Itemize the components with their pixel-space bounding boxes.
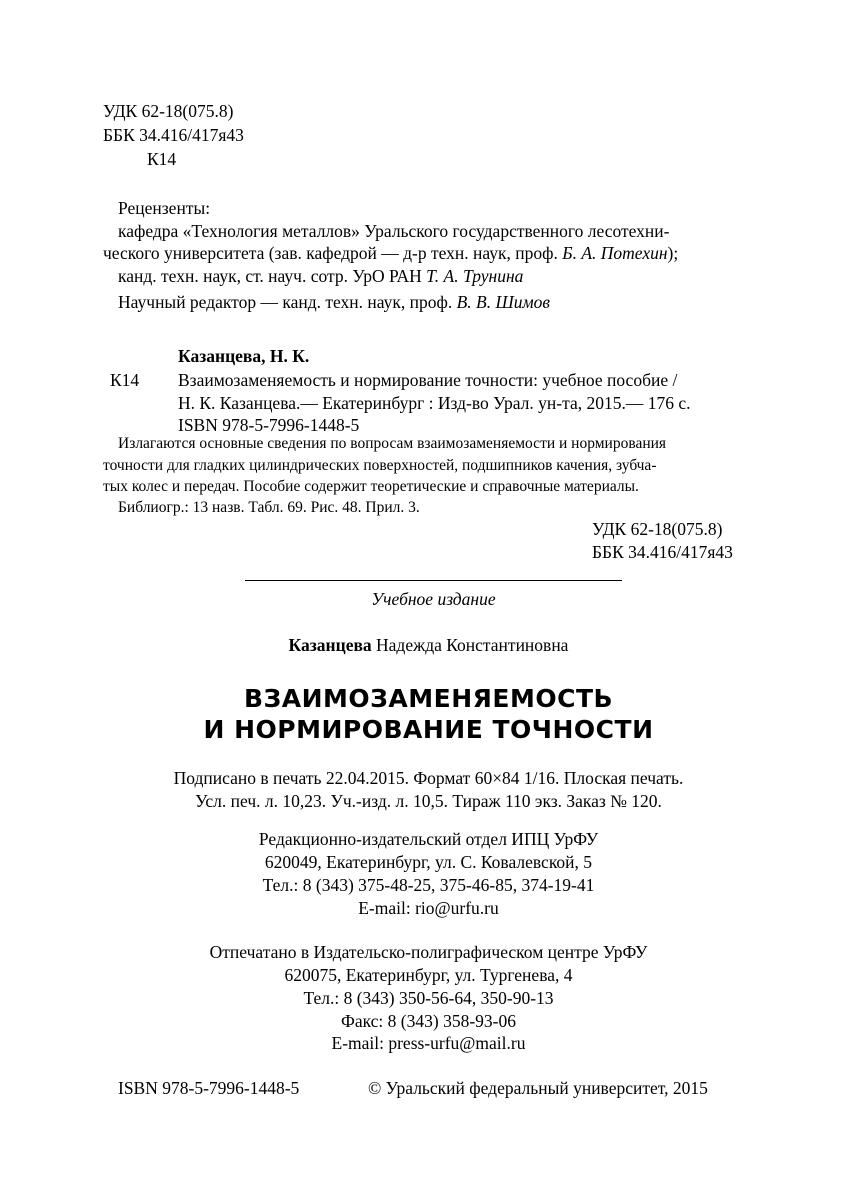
- abstract-line: тых колес и передач. Пособие содержит теоретические и справочные материалы.: [103, 478, 639, 495]
- bib-title-line: Взаимозаменяемость и нормирование точности: учебное пособие /: [178, 370, 678, 390]
- book-title-line: И НОРМИРОВАНИЕ ТОЧНОСТИ: [203, 715, 654, 744]
- publisher-email: E-mail: rio@urfu.ru: [358, 898, 499, 918]
- reviewers-text: ческого университета (зав. кафедрой — д-р техн. наук, проф.: [103, 243, 563, 263]
- printer-line: Тел.: 8 (343) 350-56-64, 350-90-13: [303, 988, 554, 1008]
- author-full-name: [0, 634, 857, 656]
- reviewers-line: кафедра «Технология металлов» Уральского государственного лесотехни-: [118, 221, 670, 241]
- reviewers-line: [118, 265, 523, 287]
- reviewers-text: );: [667, 243, 679, 263]
- reviewer-name: Б. А. Потехин: [562, 243, 668, 263]
- abstract-line: Излагаются основные сведения по вопросам взаимозаменяемости и нормирования: [118, 435, 667, 452]
- divider-rule: [245, 580, 622, 581]
- reviewer-name: Т. А. Трунина: [426, 266, 524, 286]
- bbk-code-bottom: ББК 34.416/417я43: [592, 542, 733, 562]
- bib-title-line: Н. К. Казанцева.— Екатеринбург : Изд-во Урал. ун-та, 2015.— 176 с.: [178, 393, 691, 413]
- printer-line: Отпечатано в Издательско-полиграфическом центре УрФУ: [209, 942, 648, 962]
- printer-fax: Факс: 8 (343) 358-93-06: [341, 1011, 516, 1031]
- printer-email: E-mail: press-urfu@mail.ru: [331, 1033, 526, 1053]
- print-info-line: Усл. печ. л. 10,23. Уч.-изд. л. 10,5. Тираж 110 экз. Заказ № 120.: [195, 791, 662, 811]
- editor-name: В. В. Шимов: [456, 292, 551, 312]
- reviewers-line: [103, 242, 678, 264]
- abstract-line: Библиогр.: 13 назв. Табл. 69. Рис. 48. Прил. 3.: [118, 499, 420, 516]
- printer-line: 620075, Екатеринбург, ул. Тургенева, 4: [284, 965, 573, 985]
- publisher-line: Редакционно-издательский отдел ИПЦ УрФУ: [258, 829, 599, 849]
- abstract-line: точности для гладких цилиндрических поверхностей, подшипников качения, зубча-: [103, 457, 657, 474]
- footer-isbn: ISBN 978-5-7996-1448-5: [118, 1078, 300, 1098]
- scientific-editor: [118, 291, 550, 313]
- publisher-line: 620049, Екатеринбург, ул. С. Ковалевской, 5: [264, 852, 593, 872]
- footer-copyright: © Уральский федеральный университет, 2015: [368, 1078, 708, 1098]
- reviewers-text: канд. техн. наук, ст. науч. сотр. УрО РАН: [118, 266, 427, 286]
- author-surname: Казанцева: [288, 635, 372, 655]
- publisher-line: Тел.: 8 (343) 375-48-25, 375-46-85, 374-19-41: [262, 875, 595, 895]
- print-info-line: Подписано в печать 22.04.2015. Формат 60×84 1/16. Плоская печать.: [173, 768, 684, 788]
- bib-author: Казанцева, Н. К.: [178, 346, 310, 366]
- udk-code-bottom: УДК 62-18(075.8): [592, 519, 723, 539]
- udk-code: УДК 62-18(075.8): [103, 101, 234, 121]
- reviewers-heading: Рецензенты:: [118, 198, 211, 218]
- author-given-names: Надежда Константиновна: [371, 635, 569, 655]
- editor-text: Научный редактор — канд. техн. наук, проф.: [118, 292, 457, 312]
- author-mark: К14: [147, 149, 177, 169]
- bbk-code: ББК 34.416/417я43: [103, 125, 244, 145]
- book-title-line: ВЗАИМОЗАМЕНЯЕМОСТЬ: [243, 684, 614, 713]
- bib-isbn: ISBN 978-5-7996-1448-5: [178, 415, 360, 435]
- bib-code: К14: [110, 370, 140, 390]
- edition-type: Учебное издание: [371, 589, 496, 609]
